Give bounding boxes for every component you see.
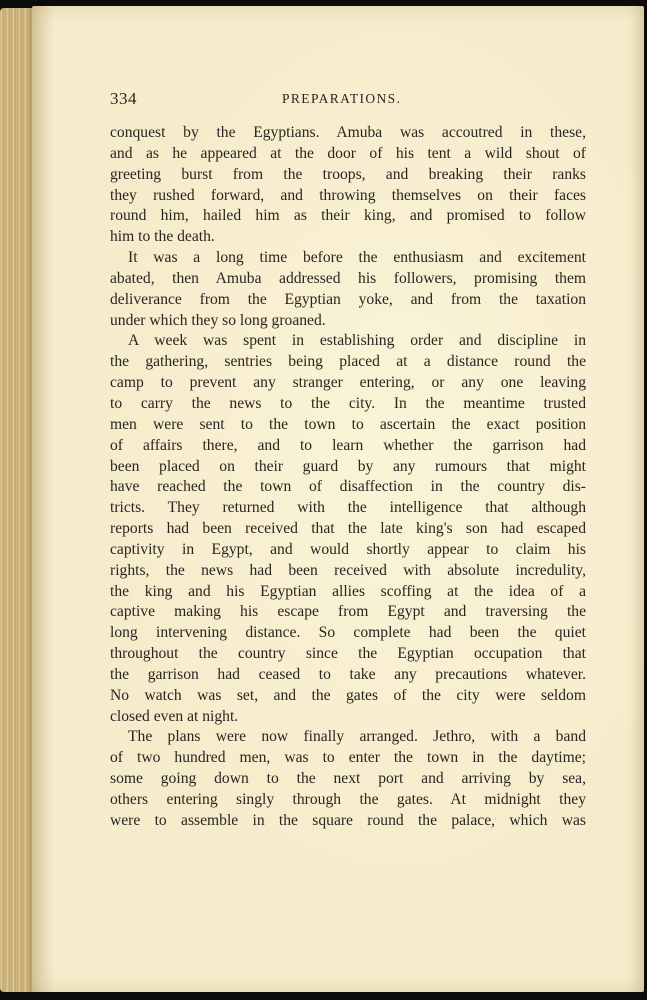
text-line: abated, then Amuba addressed his followers, promising them [110,269,586,287]
text-line: deliverance from the Egyptian yoke, and from the taxation [110,290,586,308]
text-line: him to the death. [110,228,215,246]
text-line: tricts. They returned with the intelligence that although [110,499,586,517]
text-line: captive making his escape from Egypt and traversing the [110,603,586,621]
text-line: to carry the news to the city. In the meantime trusted [110,394,586,412]
text-line: and as he appeared at the door of his tent a wild shout of [110,144,586,162]
text-line: of two hundred men, was to enter the town in the daytime; [110,749,586,767]
text-line: greeting burst from the troops, and breaking their ranks [110,165,586,183]
text-line: the king and his Egyptian allies scoffing at the idea of a [110,582,586,600]
text-line: The plans were now finally arranged. Jethro, with a band [128,728,586,746]
text-line: closed even at night. [110,707,239,725]
text-line: reports had been received that the late king's son had escaped [110,520,586,538]
paragraph [110,331,586,727]
book-page-edges [0,8,34,992]
text-line: long intervening distance. So complete had been the quiet [110,624,586,642]
text-line: of affairs there, and to learn whether the garrison had [110,436,586,454]
page-number: 334 [110,89,137,108]
text-line: they rushed forward, and throwing themselves on their faces [110,186,586,204]
text-line: have reached the town of disaffection in the country dis- [110,478,586,496]
text-line: It was a long time before the enthusiasm and excitement [128,249,586,267]
text-line: throughout the country since the Egyptian occupation that [110,645,586,663]
text-line: some going down to the next port and arriving by sea, [110,770,586,788]
text-line: the garrison had ceased to take any precautions whatever. [110,665,586,683]
text-line: rights, the news had been received with absolute incredulity, [110,561,586,579]
text-line: round him, hailed him as their king, and promised to follow [110,207,586,225]
paragraph [110,123,586,248]
text-line: others entering singly through the gates. At midnight they [110,791,586,808]
text-line: captivity in Egypt, and would shortly appear to claim his [110,540,586,558]
paragraph [110,727,586,831]
paragraph [110,248,586,331]
text-line: men were sent to the town to ascertain the exact position [110,415,586,433]
text-line: were to assemble in the square round the palace, which was [110,811,586,829]
text-line: camp to prevent any stranger entering, or any one leaving [110,374,586,392]
text-line: conquest by the Egyptians. Amuba was accoutred in these, [110,124,586,141]
running-title: PREPARATIONS. [282,91,402,106]
text-line: under which they so long groaned. [110,311,326,329]
body-text [110,123,586,832]
text-line: A week was spent in establishing order and discipline in [128,332,586,350]
running-head [110,89,568,109]
text-line: No watch was set, and the gates of the city were seldom [110,686,586,704]
text-line: been placed on their guard by any rumours that might [110,457,586,475]
text-line: the gathering, sentries being placed at a distance round the [110,353,586,371]
